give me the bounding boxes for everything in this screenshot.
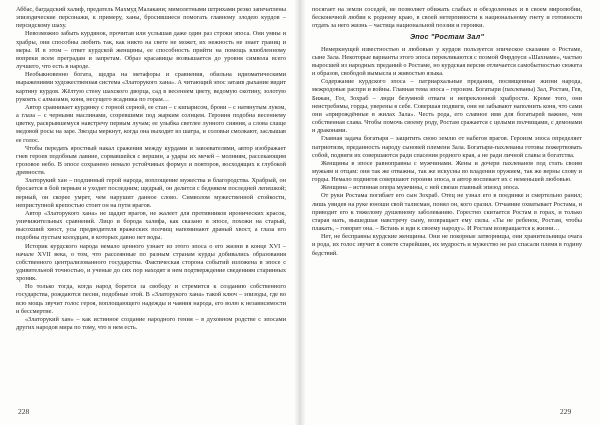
paragraph: Женщины в эпосе равноправны с мужчинами. Жены и дочери пахлеванов под стать своим мужьям и отцам: они так же отважны, так же искусны во владении оружием, так же верны слову и горды. Немало подвигов совершают героини эпоса, и автор воспевает их с неменьшей любовью. bbox=[312, 159, 582, 184]
left-page-text bbox=[16, 6, 286, 332]
page-number-left: 228 bbox=[18, 407, 30, 416]
paragraph: посягает на земли соседей, не позволяет обижать слабых и обездоленных и в своем миролюбии, бесконечной любви к родному краю, в своей нетерпимости к национальному гнету и готовности отдать за него жизнь – частица национальной поэзии и героики. bbox=[312, 6, 582, 30]
paragraph: Историк курдского народа немало ценного узнает из этого эпоса о его жизни в конце XVI – начале XVII века, о том, что рассеянные по разным странам курды добивались образования собственного централизованного государства. Фактическая сторона событий изложена в эпосе с удивительной точностью, и ученые до сих пор находят в нем подтверждение сведениям старинных хроник. bbox=[16, 242, 286, 283]
paragraph: Содержание курдского эпоса – патриархальные предания, посвященные жизни народа, межродовые распри и войны. Главная тема эпоса – героизм. Богатыри (пахлеваны) Зал, Ростам, Гев, Бижан, Гоз, Зохраб – люди безумной отваги и непреклонной храбрости. Кроме того, они неистребимы, горды, уверены в себе. Совершая подвиги, они не забывают наполнить коня, что сами они «прирождённые в жилах Зала». Честь рода, его славное имя для богатырей важнее, чем собственная слава. Чтобы помочь своему роду, Ростам сражается с целыми полчищами, с демонами и драконами. bbox=[312, 78, 582, 135]
paragraph: Златорукий хан – подлинный герой народа, воплощение мужества и благородства. Храбрый, он бросается в бой первым и уходит последним; щедрый, он делится с бедняком последней лепешкой; верный, он скорее умрет, чем нарушит данное слово. Символом мужественной стойкости, неприступной крепостью стоит он на пути врагов. bbox=[16, 177, 286, 209]
paragraph: Необыкновенно богата, щедра на метафоры и сравнения, обильна идиоматическими выражениями художественная система «Златорукого хана». А читающий эпос затаив дыхание видит картину курдов. Жёлтую стену шахского дворца, сад в весеннем цвету, ведомую скотину, золотую рукоять с алмазами, коня, несущего всадника по горам… bbox=[16, 71, 286, 103]
paragraph: Невозможно забыть курдянок, прочитав или услышав даже один раз строки эпоса. Они умны и храбры, они способны любить так, как никто на свете не может, их нежность не знает границ и меры. И в этом – ответ курдской женщины, ее способность прийти на помощь влюбленному вопреки всем преградам и запретам. Образ красавицы возвышается до уровня символа всего лучшего, что есть в народе. bbox=[16, 30, 286, 71]
paragraph: Женщина – истинная опора мужчины, с ней связан главный эпизод эпоса. bbox=[321, 184, 520, 192]
paragraph: «Златорукий хан» – как истинное создание народного гения – в духовном родстве с эпосами других народов мира по тому, что в нем есть. bbox=[16, 315, 286, 332]
paragraph: Автор сравнивает курдянку с горной серной, ее стан – с кипарисом, брови – с натянутым луком, а глаза – с черными маслинами, созревшими под жарким солнцем. Героиня подобна весеннему цветку, раскрывшемуся навстречу первым лучам; ее улыбка светлее лунного сияния, а слова слаще медовой росы на заре. Звезды меркнут, когда она выходит из шатра, и соловьи смолкают, заслышав ее голос. bbox=[16, 103, 286, 144]
paragraph: Автор «Златорукого хана» не щадит врагов, не жалеет для противников иронических красок, уничижительных сравнений. Лицо и борода халифа, как сказано в эпосе, похожи на старый, высохший хвост, усы предводителя вражеских полчищ напоминают драный хвост, а глаза его подобны пустым колодцам, в которых давно нет воды. bbox=[16, 209, 286, 242]
section-title: Эпос "Ростам Зал" bbox=[409, 32, 485, 42]
paragraph: Чтобы передать яростный накал сражения между курдами и завоевателями, автор изображает гнев героев подобным лавине, сорвавшейся с вершин, а удары их мечей – молниям, рассекающим грозовое небо. В эпосе сохранено немало устойчивых формул и повторов, восходящих к глубокой древности. bbox=[16, 144, 286, 177]
left-page bbox=[16, 6, 286, 402]
right-page bbox=[312, 6, 582, 402]
paragraph: Главная задача богатыря – защитить свою землю от набегов врагов. Героизм эпоса определяет патриотизм, преданность народу сыновей племени Зала. Богатыри-пахлеваны готовы пожертвовать собой, подвиги их совершаются ради спасения родного края, а не ради личной славы и богатства. bbox=[312, 135, 582, 159]
paragraph: Аббас, багдадский халиф, предатель Махмуд Малакани; мимолетными штрихами резко запечатлены эпизодические персонажи, к примеру, ханы, бросившиеся помогать главному злодею курдов – персидскому шаху. bbox=[16, 6, 286, 30]
page-number-right: 229 bbox=[560, 407, 572, 416]
book-gutter bbox=[294, 0, 306, 425]
paragraph: Нет, не бесправны курдские женщины. Они не покорные затворницы, они хранительницы очага и рода, их голос звучит в совете старейшин, их мудрость и мужество не раз спасали племя в годину бедствий. bbox=[312, 233, 582, 257]
paragraph: От руки Ростама погибает его сын Зохраб. Отец не узнал его в поединке и смертельно ранил; лишь увидев на руке юноши свой талисман, понял он, кого сразил. Отчаяние охватывает Ростама, и приводит его к тяжелому душевному заболеванию. Горестно скитается Ростам в горах, и только старая мать, вышедшая навстречу сыну, возвращает ему силы. «Ты не ребенок, Ростам, чтобы плакать, – говорит она. – Встань и иди к своему народу». И Ростам возвращается к жизни… bbox=[312, 192, 582, 233]
paragraph: Но только тогда, когда народ борется за свободу и стремится к созданию собственного государства, рождаются песни, подобные этой. В «Златорукого хана» такой ключ – эпизоды, где во всю мощь звучит голос героя, воплощающего надежды и чаяния народа, его волю к независимости и бессмертие. bbox=[16, 283, 286, 315]
paragraph: Немеркнущей известностью и любовью у курдов пользуется эпическое сказание о Ростаме, сыне Зала. Некоторые варианты этого эпоса перекликаются с поэмой Фирдоуси «Шахнаме», частью выросшей из народных преданий о Ростаме, но курдская версия отличается самобытностью сюжета и образов, свободой вымысла и живостью языка. bbox=[312, 45, 582, 78]
right-page-text bbox=[312, 6, 582, 258]
